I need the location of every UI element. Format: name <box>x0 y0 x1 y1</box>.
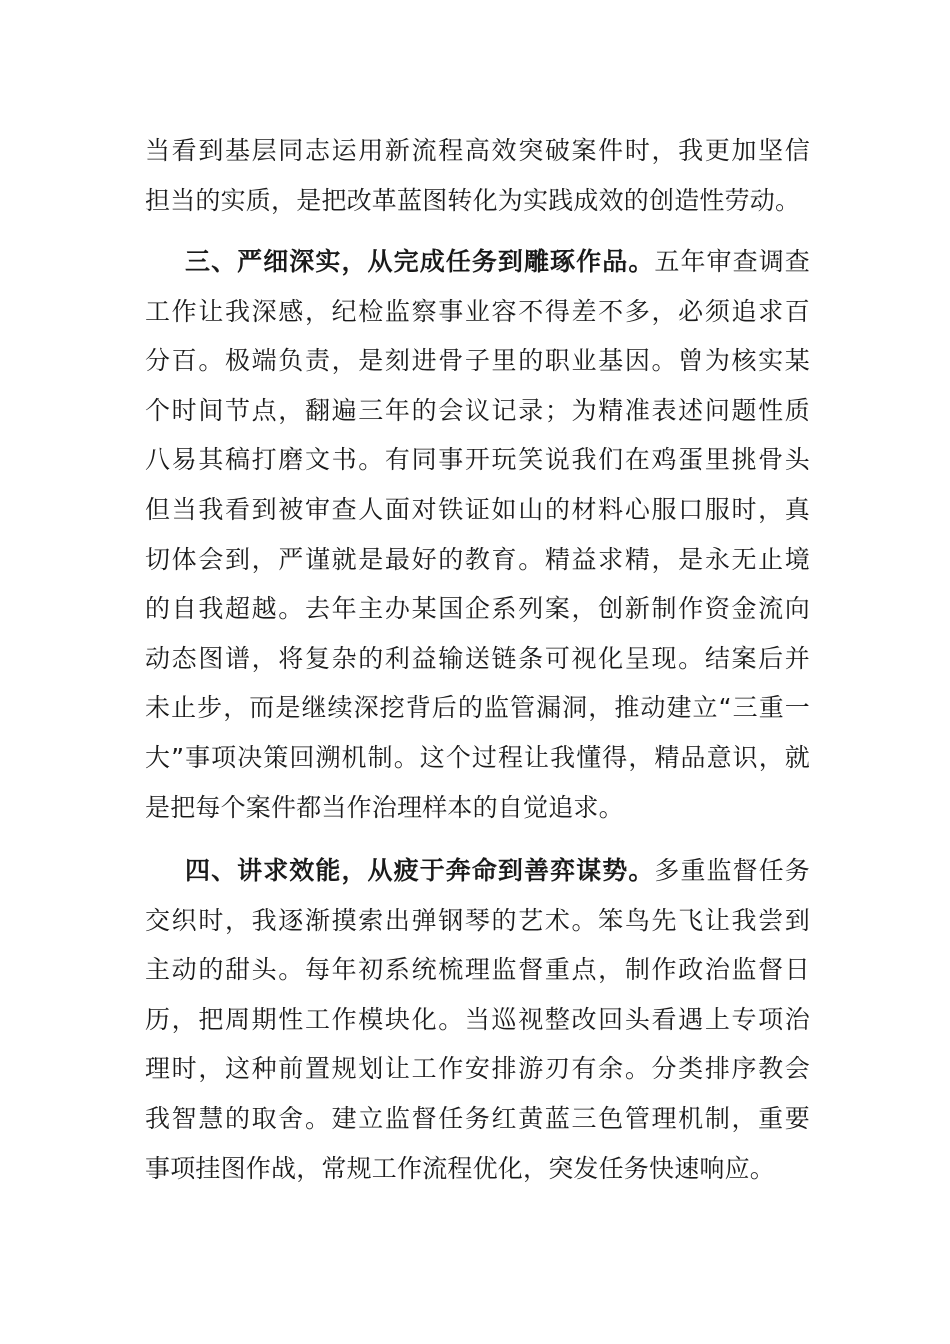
text-line: 交织时，我逐渐摸索出弹钢琴的艺术。笨鸟先飞让我尝到 <box>145 905 810 935</box>
text-line: 是把每个案件都当作治理样本的自觉追求。 <box>145 792 624 822</box>
paragraph-2 <box>145 237 810 832</box>
text-line: 但当我看到被审查人面对铁证如山的材料心服口服时，真 <box>145 494 810 524</box>
section-heading-4: 四、讲求效能，从疲于奔命到善弈谋势。 <box>185 856 655 885</box>
text-line: 历，把周期性工作模块化。当巡视整改回头看遇上专项治 <box>145 1004 810 1034</box>
text-run: 多重监督任务 <box>654 856 810 885</box>
text-line: 未止步，而是继续深挖背后的监管漏洞，推动建立“三重一 <box>145 693 810 723</box>
text-line: 当看到基层同志运用新流程高效突破案件时，我更加坚信 <box>145 136 810 165</box>
text-line: 的自我超越。去年主办某国企系列案，创新制作资金流向 <box>145 594 810 624</box>
text-line: 事项挂图作战，常规工作流程优化，突发任务快速响应。 <box>145 1153 776 1183</box>
text-line: 工作让我深感，纪检监察事业容不得差不多，必须追求百 <box>145 296 810 326</box>
text-line: 动态图谱，将复杂的利益输送链条可视化呈现。结案后并 <box>145 643 810 673</box>
section-heading-3: 三、严细深实，从完成任务到雕琢作品。 <box>185 247 655 276</box>
text-line: 主动的甜头。每年初系统梳理监督重点，制作政治监督日 <box>145 955 810 985</box>
paragraph-3 <box>145 846 810 1193</box>
text-line <box>145 237 810 287</box>
text-line: 分百。极端负责，是刻进骨子里的职业基因。曾为核实某 <box>145 346 810 376</box>
paragraph-1 <box>145 126 810 225</box>
text-line: 大”事项决策回溯机制。这个过程让我懂得，精品意识，就 <box>145 742 810 772</box>
text-line: 担当的实质，是把改革蓝图转化为实践成效的创造性劳动。 <box>145 185 801 215</box>
text-line: 我智慧的取舍。建立监督任务红黄蓝三色管理机制，重要 <box>145 1103 810 1133</box>
text-line: 切体会到，严谨就是最好的教育。精益求精，是永无止境 <box>145 544 810 574</box>
text-line: 个时间节点，翻遍三年的会议记录；为精准表述问题性质 <box>145 395 810 425</box>
text-line: 八易其稿打磨文书。有同事开玩笑说我们在鸡蛋里挑骨头 <box>145 445 810 475</box>
text-line <box>145 846 810 896</box>
text-run: 五年审查调查 <box>654 247 810 276</box>
text-line: 理时，这种前置规划让工作安排游刃有余。分类排序教会 <box>145 1054 810 1084</box>
